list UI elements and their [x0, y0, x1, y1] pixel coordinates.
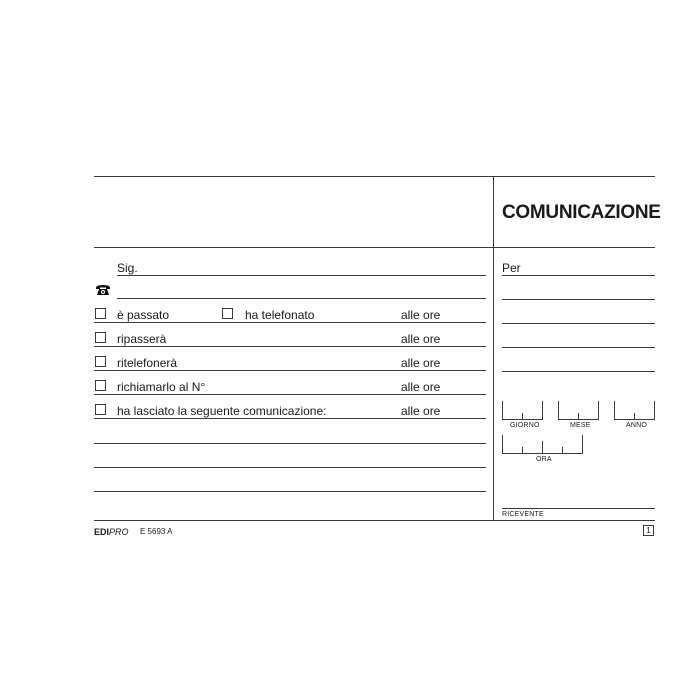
option-line[interactable] [94, 370, 486, 371]
message-line[interactable] [94, 443, 486, 444]
checkbox-ha-telefonato[interactable] [222, 308, 233, 319]
time-label: alle ore [401, 332, 441, 346]
option-ritelefonera-label: ritelefonerà [117, 356, 178, 370]
header-divider [94, 247, 655, 248]
option-line[interactable] [94, 418, 486, 419]
option-e-passato-label: è passato [117, 308, 170, 322]
recipient-line[interactable] [502, 371, 655, 372]
checkbox-richiamarlo[interactable] [95, 380, 106, 391]
checkbox-e-passato[interactable] [95, 308, 106, 319]
time-label: alle ore [401, 404, 441, 418]
recipient-line[interactable] [502, 299, 655, 300]
receiver-line[interactable] [502, 508, 655, 509]
sig-label: Sig. [117, 261, 138, 275]
form-title: COMUNICAZIONE [502, 202, 661, 223]
time-label: alle ore [401, 356, 441, 370]
option-richiamarlo-label: richiamarlo al N° [117, 380, 206, 394]
option-line[interactable] [94, 346, 486, 347]
telephone-icon [95, 283, 111, 295]
option-ha-telefonato-label: ha telefonato [245, 308, 315, 322]
option-line[interactable] [94, 322, 486, 323]
time-label: alle ore [401, 380, 441, 394]
phone-line[interactable] [117, 298, 486, 299]
month-label: MESE [570, 422, 591, 429]
page-number: 1 [643, 525, 654, 536]
top-border [94, 176, 655, 177]
year-label: ANNO [626, 422, 648, 429]
option-ripassera-label: ripasserà [117, 332, 167, 346]
hour-label: ORA [536, 456, 552, 463]
message-line[interactable] [94, 491, 486, 492]
message-line[interactable] [94, 467, 486, 468]
recipient-line[interactable] [502, 323, 655, 324]
per-line[interactable] [502, 275, 655, 276]
day-label: GIORNO [510, 422, 540, 429]
brand-logo: EDIPRO [94, 527, 129, 537]
sig-line[interactable] [117, 275, 486, 276]
checkbox-ripassera[interactable] [95, 332, 106, 343]
option-line[interactable] [94, 394, 486, 395]
time-label: alle ore [401, 308, 441, 322]
checkbox-ritelefonera[interactable] [95, 356, 106, 367]
column-divider [493, 176, 494, 520]
option-comunicazione-label: ha lasciato la seguente comunicazione: [117, 404, 327, 418]
form-code: E 5693 A [140, 527, 173, 536]
checkbox-comunicazione[interactable] [95, 404, 106, 415]
receiver-label: RICEVENTE [502, 511, 544, 518]
per-label: Per [502, 261, 521, 275]
recipient-line[interactable] [502, 347, 655, 348]
bottom-border [94, 520, 655, 521]
